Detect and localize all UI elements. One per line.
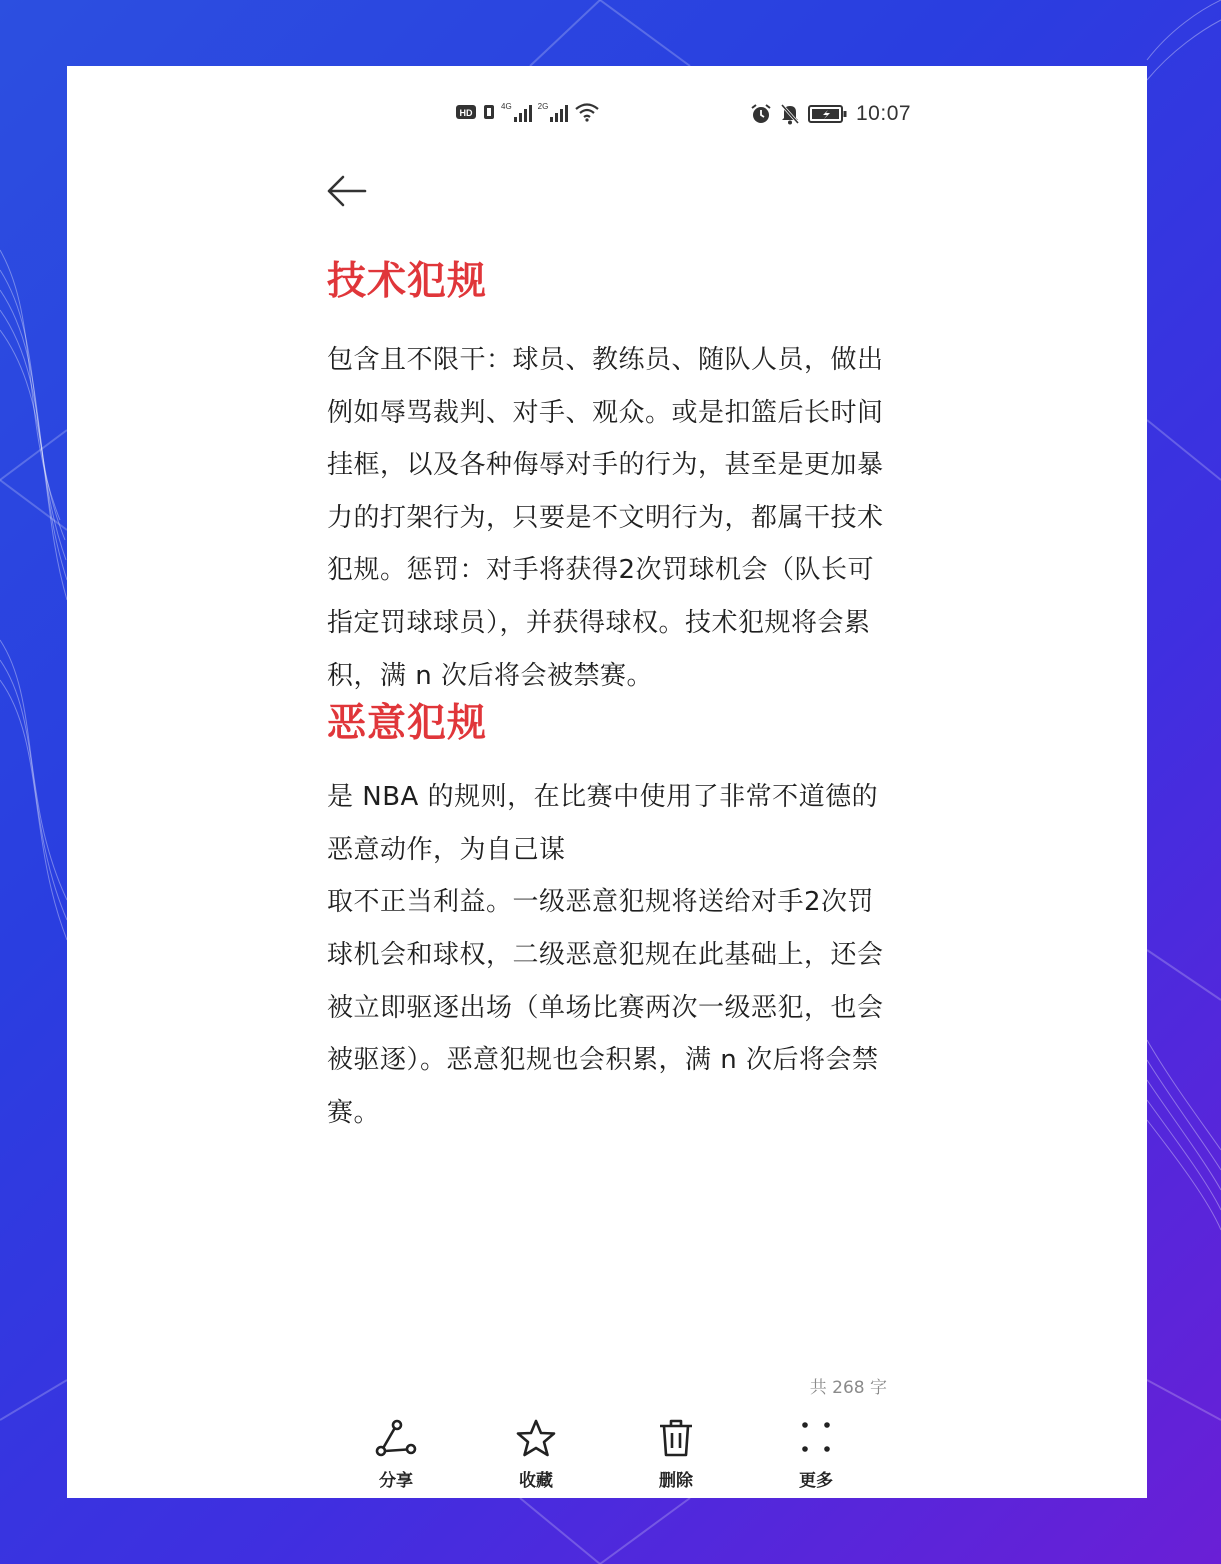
- arrow-left-icon: [325, 169, 369, 213]
- alarm-icon: [750, 103, 772, 125]
- section-body-technical-foul: 包含且不限干：球员、教练员、随队人员，做出例如辱骂裁判、对手、观众。或是扣篮后长时间挂框，以及各种侮辱对手的行为，甚至是更加暴力的打架行为，只要是不文明行为，都属干技术犯规。惩罚：对手将获得2次罚球机会（队长可指定罚球球员），并获得球权。技术犯规将会累积，满 n 次后将会被禁赛。: [327, 345, 884, 691]
- favorite-label: 收藏: [519, 1471, 553, 1491]
- signal-2g-icon: [538, 102, 569, 122]
- note-content[interactable]: [327, 246, 887, 1139]
- status-right: [750, 102, 911, 126]
- status-left: [455, 102, 600, 122]
- signal-4g-label: 4G: [501, 102, 512, 111]
- mute-icon: [780, 103, 800, 125]
- more-button[interactable]: [771, 1418, 861, 1498]
- more-icon: [795, 1418, 837, 1458]
- share-icon: [375, 1418, 417, 1458]
- status-time: 10:07: [856, 102, 912, 125]
- signal-2g-label: 2G: [537, 102, 549, 111]
- section-title-technical-foul: 技术犯规: [327, 259, 488, 304]
- signal-4g-icon: [501, 102, 532, 122]
- favorite-button[interactable]: [491, 1418, 581, 1498]
- svg-text:HD: HD: [459, 108, 473, 118]
- back-button[interactable]: [325, 169, 369, 213]
- trash-icon: [655, 1418, 697, 1458]
- section-title-flagrant-foul: 恶意犯规: [327, 701, 488, 747]
- status-bar: [67, 96, 1147, 136]
- more-label: 更多: [799, 1471, 833, 1491]
- word-count: 共 268 字: [809, 1378, 887, 1398]
- battery-icon: [808, 103, 848, 125]
- delete-label: 删除: [659, 1471, 693, 1491]
- bottom-toolbar: [67, 1418, 1147, 1498]
- section-body-flagrant-foul-line2: 取不正当利益。一级恶意犯规将送给对手2次罚球机会和球权，二级恶意犯规在此基础上，还会被立即驱逐出场（单场比赛两次一级恶犯，也会被驱逐）。恶意犯规也会积累，满 n 次后将会禁赛。: [327, 887, 884, 1128]
- share-label: 分享: [379, 1471, 413, 1491]
- section-body-flagrant-foul-line1: 是 NBA 的规则，在比赛中使用了非常不道德的恶意动作，为自己谋: [327, 782, 879, 865]
- note-card: [67, 66, 1147, 1498]
- share-button[interactable]: [351, 1418, 441, 1498]
- hd-icon: [455, 103, 477, 121]
- star-icon: [515, 1418, 557, 1458]
- sim-icon: [483, 103, 495, 121]
- delete-button[interactable]: [631, 1418, 721, 1498]
- wifi-icon: [574, 102, 600, 122]
